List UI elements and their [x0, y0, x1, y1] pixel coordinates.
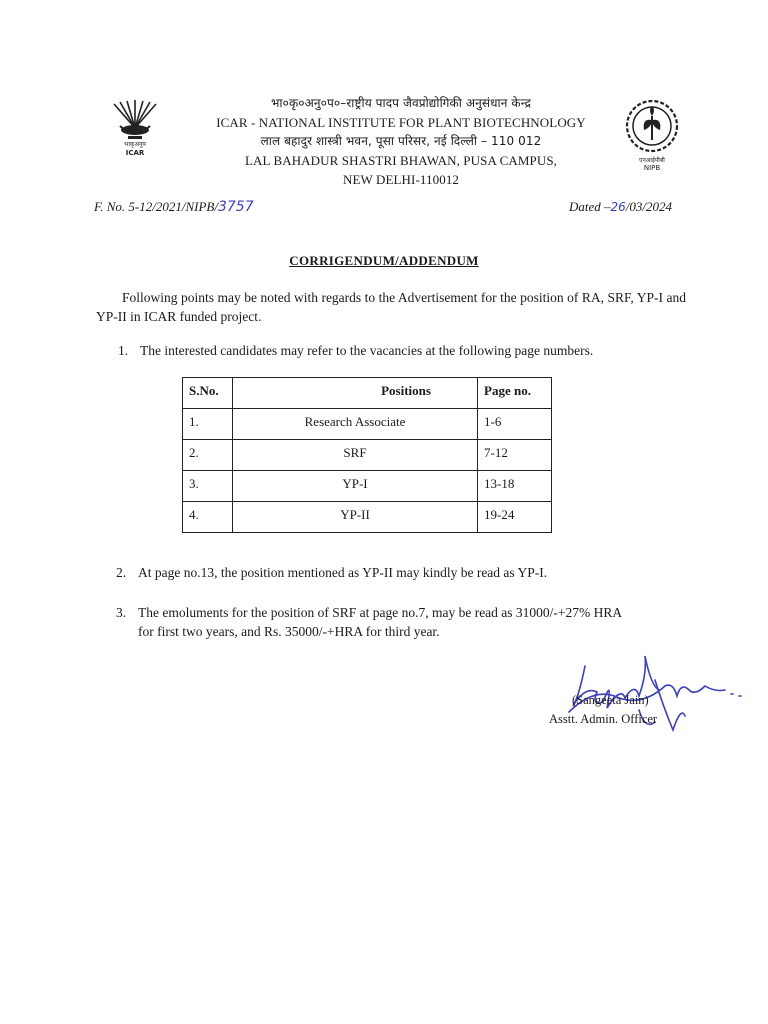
dated	[569, 199, 672, 215]
signatory-designation: Asstt. Admin. Officer	[549, 712, 658, 726]
cell-sno: 1.	[183, 409, 233, 440]
point-number: 2.	[116, 565, 127, 580]
point-3	[116, 603, 686, 643]
cell-page-no: 7-12	[478, 440, 552, 471]
institute-name-hindi: भा०कृ०अनु०प०–राष्ट्रीय पादप जैवप्रोद्योगिकी अनुसंधान केन्द्र	[271, 96, 531, 110]
cell-sno: 3.	[183, 471, 233, 502]
svg-text:ICAR: ICAR	[125, 149, 145, 157]
signatory-name: (Sangeeta Jain)	[572, 693, 649, 707]
dated-prefix: Dated –	[569, 199, 611, 214]
document-title: CORRIGENDUM/ADDENDUM	[289, 253, 479, 268]
nipb-logo	[616, 96, 688, 172]
cell-position: Research Associate	[233, 409, 478, 440]
point-text: At page no.13, the position mentioned as YP-II may kindly be read as YP-I.	[138, 565, 548, 580]
point-text: The interested candidates may refer to the vacancies at the following page numbers.	[140, 343, 594, 358]
table-row	[183, 502, 552, 533]
institute-address-english-2: NEW DELHI-110012	[342, 172, 460, 187]
cell-sno: 2.	[183, 440, 233, 471]
cell-page-no: 1-6	[478, 409, 552, 440]
cell-position: YP-I	[233, 471, 478, 502]
svg-text:भाकृअनुप: भाकृअनुप	[124, 141, 146, 148]
vacancy-table	[182, 377, 552, 533]
header-positions: Positions	[233, 378, 478, 409]
svg-text:NIPB: NIPB	[643, 164, 661, 172]
header-sno: S.No.	[183, 378, 233, 409]
cell-sno: 4.	[183, 502, 233, 533]
institute-address-english-1: LAL BAHADUR SHASTRI BHAWAN, PUSA CAMPUS,	[245, 153, 557, 168]
cell-position: YP-II	[233, 502, 478, 533]
point-number: 1.	[118, 343, 129, 358]
institute-header	[196, 94, 606, 189]
table-row	[183, 471, 552, 502]
institute-name-english: ICAR - NATIONAL INSTITUTE FOR PLANT BIOTECHNOLOGY	[216, 115, 586, 130]
icar-logo	[100, 98, 170, 160]
intro-paragraph: Following points may be noted with regards to the Advertisement for the position of RA, SRF, YP-I and YP-II in ICAR funded project.	[96, 290, 686, 324]
point-text-line-1: The emoluments for the position of SRF at page no.7, may be read as 31000/-+27% HRA	[138, 605, 623, 620]
header-page-no: Page no.	[478, 378, 552, 409]
table-row	[183, 409, 552, 440]
institute-address-hindi: लाल बहादुर शास्त्री भवन, पूसा परिसर, नई दिल्ली – 110 012	[260, 134, 542, 148]
dated-day-handwritten: 26	[610, 200, 626, 214]
table-row	[183, 440, 552, 471]
file-number-handwritten: 3757	[217, 199, 254, 215]
svg-text:एनआईपीबी: एनआईपीबी	[639, 157, 665, 164]
point-text-line-2: for first two years, and Rs. 35000/-+HRA for third year.	[138, 624, 440, 639]
file-number-prefix: F. No. 5-12/2021/NIPB/	[94, 199, 218, 214]
cell-page-no: 13-18	[478, 471, 552, 502]
dated-suffix: /03/2024	[625, 199, 673, 214]
table-header-row	[183, 378, 552, 409]
cell-position: SRF	[233, 440, 478, 471]
cell-page-no: 19-24	[478, 502, 552, 533]
file-number	[94, 199, 254, 215]
point-number: 3.	[116, 605, 127, 620]
